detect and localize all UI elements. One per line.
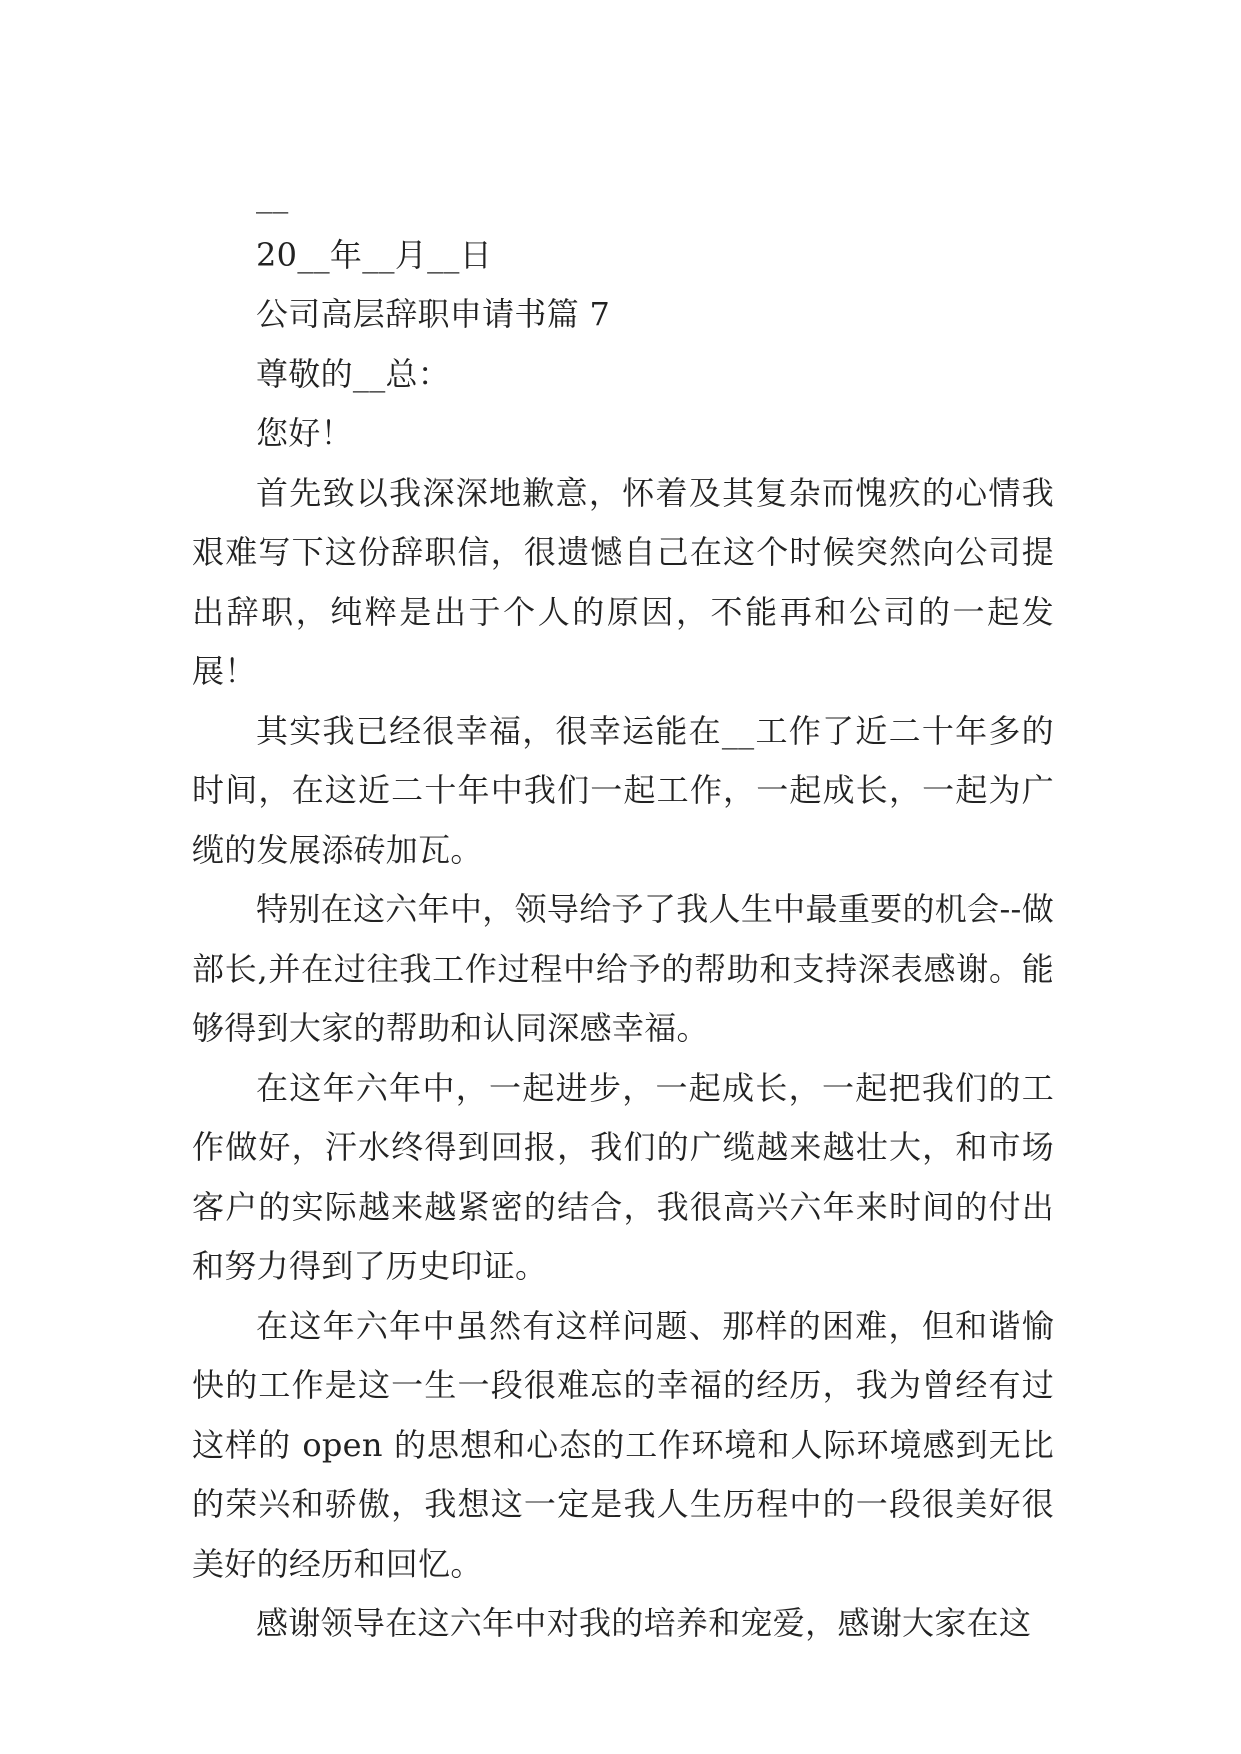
greeting: 您好！	[256, 414, 353, 452]
top-mark: __	[256, 176, 289, 214]
paragraph: 在这年六年中，一起进步，一起成长，一起把我们的工作做好，汗水终得到回报，我们的广缆越来越壮大，和市场客户的实际越来越紧密的结合，我很高兴六年来时间的付出和努力得到了历史印证。	[192, 1068, 1054, 1285]
paragraph: 特别在这六年中，领导给予了我人生中最重要的机会--做部长,并在过往我工作过程中给予的帮助和支持深表感谢。能够得到大家的帮助和认同深感幸福。	[192, 890, 1054, 1047]
paragraph: 首先致以我深深地歉意，怀着及其复杂而愧疚的心情我艰难写下这份辞职信，很遗憾自己在这个时候突然向公司提出辞职，纯粹是出于个人的原因，不能再和公司的一起发展！	[192, 473, 1054, 690]
paragraph: 其实我已经很幸福，很幸运能在__工作了近二十年多的时间，在这近二十年中我们一起工作，一起成长，一起为广缆的发展添砖加瓦。	[192, 711, 1054, 869]
paragraph: 在这年六年中虽然有这样问题、那样的困难，但和谐愉快的工作是这一生一段很难忘的幸福的经历，我为曾经有过这样的 open 的思想和心态的工作环境和人际环境感到无比的荣兴和骄傲，我想这一定是我人生历程中的一段很美好很美好的经历和回忆。	[192, 1306, 1054, 1583]
document-heading: 公司高层辞职申请书篇 7	[256, 295, 611, 333]
date-line: 20__年__月__日	[256, 235, 493, 274]
document-body	[192, 166, 1054, 1654]
paragraph: 感谢领导在这六年中对我的培养和宠爱，感谢大家在这	[256, 1604, 1032, 1642]
salutation: 尊敬的__总：	[256, 354, 451, 393]
